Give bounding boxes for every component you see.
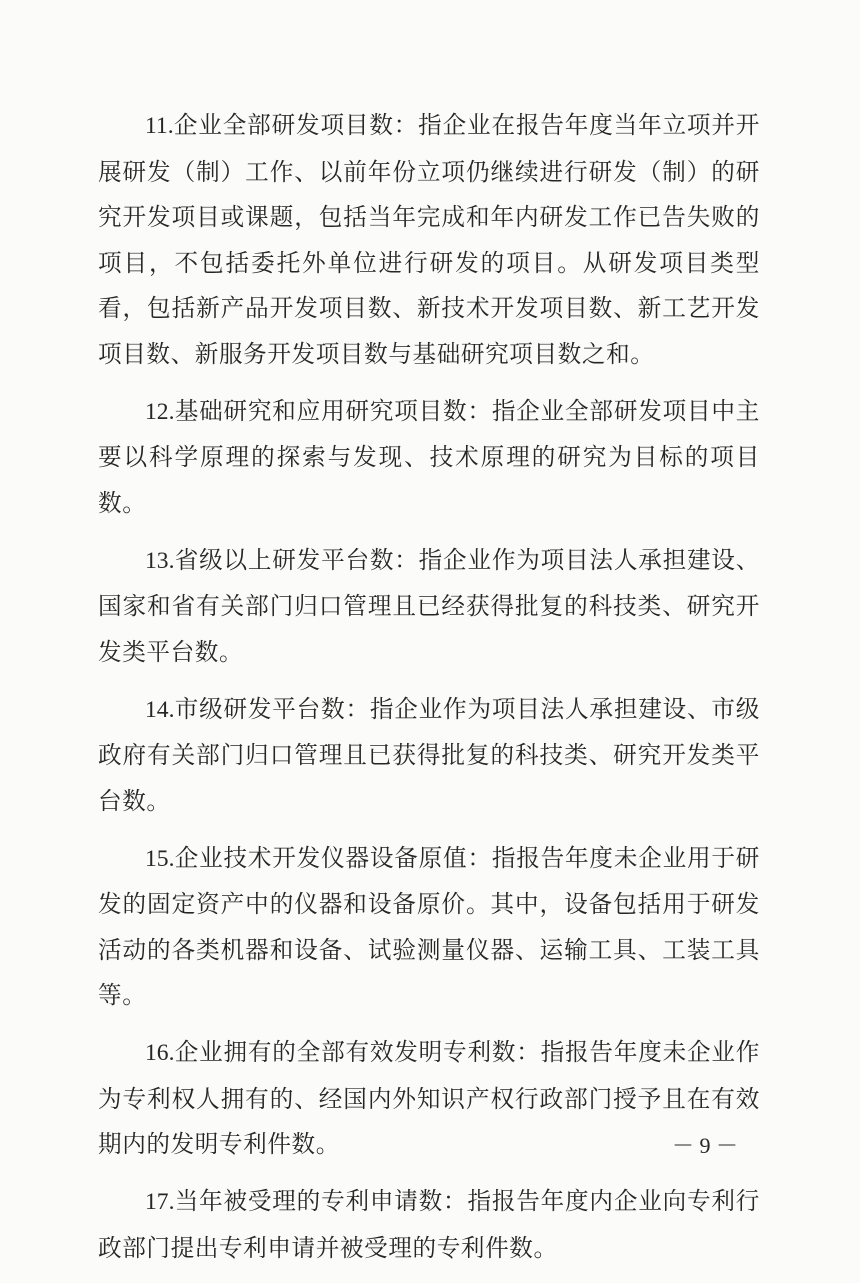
document-body — [98, 103, 760, 1283]
paragraph-17 — [98, 1179, 760, 1271]
paragraph-text: 省级以上研发平台数：指企业作为项目法人承担建设、国家和省有关部门归口管理且已经获得批复的科技类、研究开发类平台数。 — [98, 545, 760, 666]
paragraph-number: 16. — [145, 1040, 175, 1067]
page-number: － 9 － — [671, 1133, 738, 1158]
paragraph-number: 15. — [145, 845, 175, 872]
paragraph-text: 基础研究和应用研究项目数：指企业全部研发项目中主要以科学原理的探索与发现、技术原理的研究为目标的项目数。 — [98, 396, 760, 517]
paragraph-13 — [98, 538, 760, 676]
paragraph-11 — [98, 103, 760, 378]
paragraph-text: 企业技术开发仪器设备原值：指报告年度未企业用于研发的固定资产中的仪器和设备原价。其中，设备包括用于研发活动的各类机器和设备、试验测量仪器、运输工具、工装工具等。 — [98, 843, 760, 1010]
paragraph-15 — [98, 836, 760, 1019]
paragraph-text: 当年被受理的专利申请数：指报告年度内企业向专利行政部门提出专利申请并被受理的专利件数。 — [98, 1187, 760, 1262]
paragraph-14 — [98, 687, 760, 825]
paragraph-12 — [98, 389, 760, 527]
paragraph-text: 企业全部研发项目数：指企业在报告年度当年立项并开展研发（制）工作、以前年份立项仍继续进行研发（制）的研究开发项目或课题，包括当年完成和年内研发工作已告失败的项目，不包括委托外单位进行研发的项目。从研发项目类型看，包括新产品开发项目数、新技术开发项目数、新工艺开发项目数、新服务开发项目数与基础研究项目数之和。 — [98, 111, 760, 368]
paragraph-number: 13. — [145, 547, 175, 574]
paragraph-number: 12. — [145, 398, 175, 425]
paragraph-text: 企业拥有的全部有效发明专利数：指报告年度未企业作为专利权人拥有的、经国内外知识产权行政部门授予且在有效期内的发明专利件数。 — [98, 1038, 760, 1159]
paragraph-number: 17. — [145, 1189, 175, 1216]
paragraph-number: 11. — [145, 113, 174, 139]
paragraph-text: 市级研发平台数：指企业作为项目法人承担建设、市级政府有关部门归口管理且已获得批复的科技类、研究开发类平台数。 — [98, 694, 760, 815]
paragraph-number: 14. — [145, 696, 175, 723]
